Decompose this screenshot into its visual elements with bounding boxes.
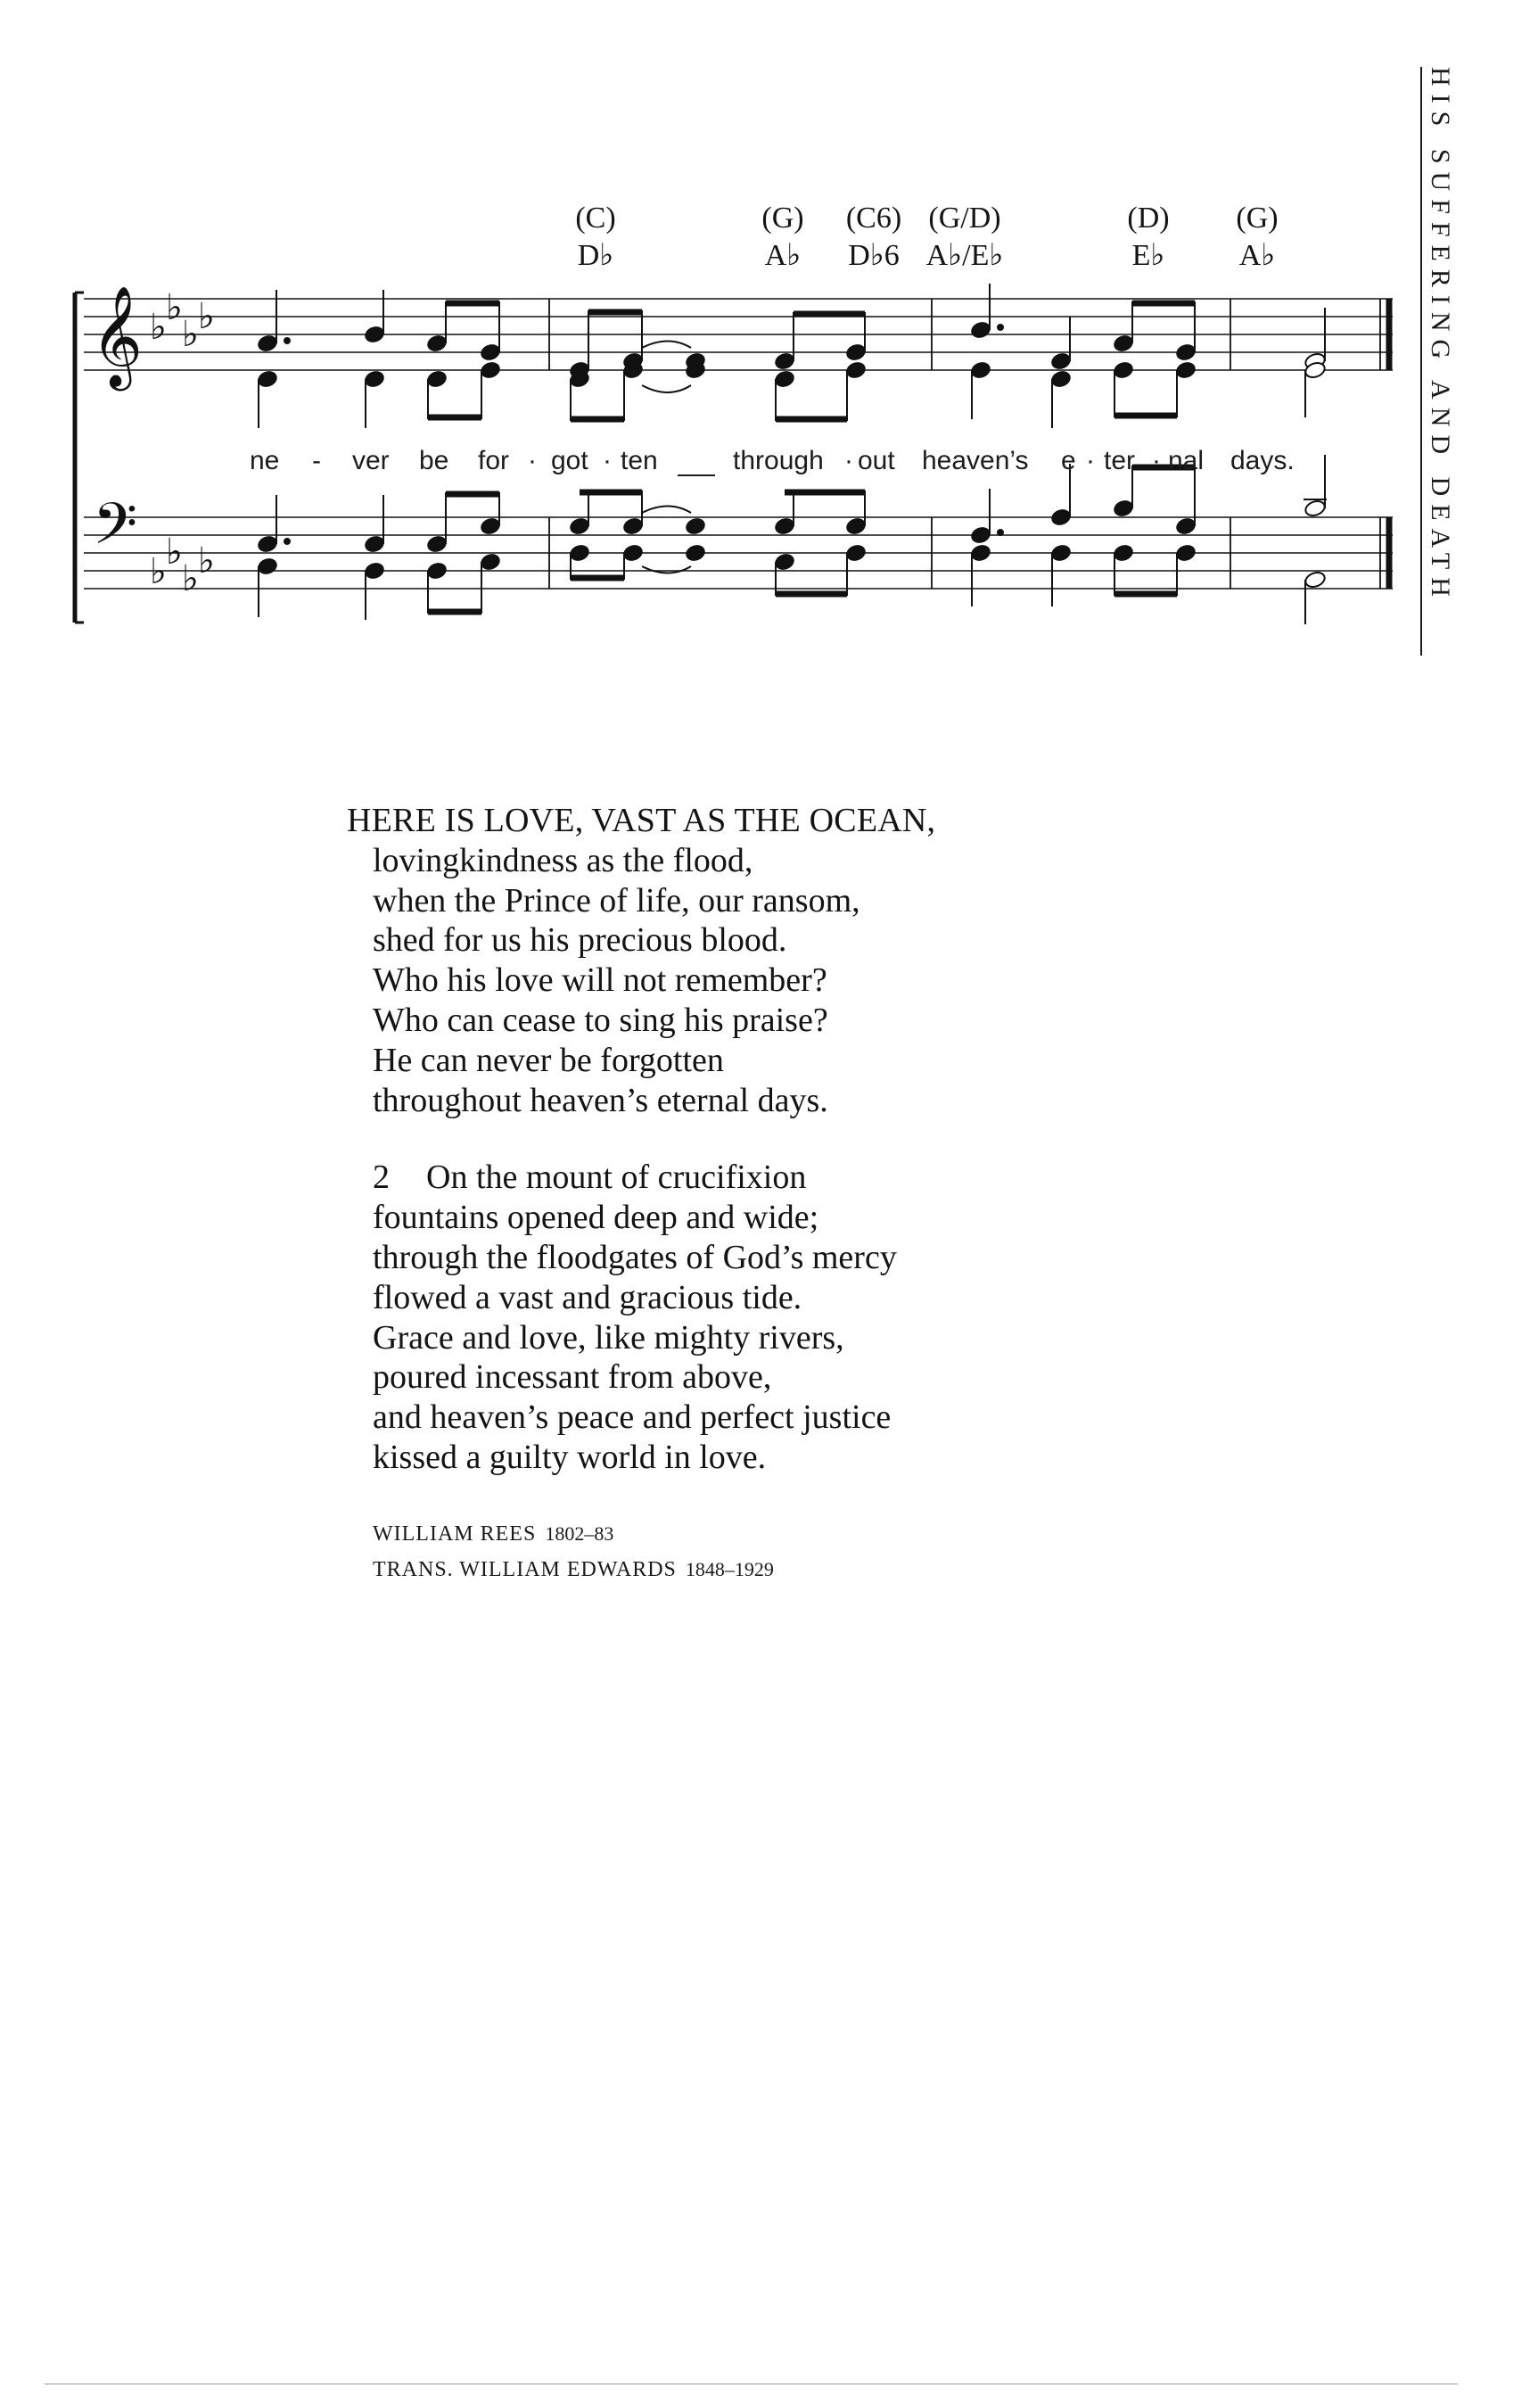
lyric-syllable: ne — [250, 446, 280, 475]
lyric-syllable: days. — [1230, 446, 1295, 475]
stanza-number: 2 — [373, 1159, 390, 1197]
svg-text:♭: ♭ — [198, 540, 215, 581]
stanza-line: poured incessant from above, — [373, 1358, 772, 1397]
translator-name: TRANS. WILLIAM EDWARDS — [373, 1558, 677, 1581]
lyric-syllable: got — [551, 446, 588, 475]
chord-4 — [911, 203, 1018, 271]
stanza-line: lovingkindness as the flood, — [373, 841, 753, 879]
author-years: 1802–83 — [545, 1522, 614, 1545]
hymn-text — [347, 801, 1086, 1478]
lyric-syllable: through — [733, 446, 824, 475]
lyric-hyphen: · — [1152, 446, 1161, 475]
capo-chord: (C) — [575, 202, 616, 235]
lyric-syllable: ten — [621, 446, 658, 475]
lyric-syllable: ver — [352, 446, 390, 475]
stanza-line: fountains opened deep and wide; — [373, 1199, 819, 1237]
music-system — [62, 187, 1418, 669]
treble-staff — [84, 299, 1393, 370]
treble-key-signature — [150, 287, 215, 355]
treble-clef: 𝄞 — [91, 285, 143, 387]
running-head — [1418, 67, 1462, 656]
stanza-line: flowed a vast and gracious tide. — [373, 1278, 802, 1316]
svg-text:♭: ♭ — [166, 287, 183, 328]
capo-chord: (G/D) — [928, 202, 1001, 235]
lyric-syllable: e — [1061, 446, 1076, 475]
lyric-syllable: be — [419, 446, 449, 475]
svg-text:♭: ♭ — [182, 314, 199, 355]
bass-notes — [257, 455, 1327, 624]
svg-text:♭: ♭ — [182, 558, 199, 599]
lyric-syllable: out — [858, 446, 895, 475]
page-edge — [45, 2383, 1458, 2385]
stanza-line: shed for us his precious blood. — [373, 921, 787, 960]
running-head-rule — [1420, 67, 1422, 656]
lyric-syllable: heaven’s — [922, 446, 1029, 475]
chord-6 — [1204, 203, 1311, 271]
capo-chord: (G) — [1236, 202, 1279, 235]
running-head-text: HIS SUFFERING AND DEATH — [1426, 67, 1455, 605]
stanza-line: and heaven’s peace and perfect justice — [373, 1398, 892, 1437]
chord-symbol: A♭ — [764, 239, 802, 272]
lyric-extender — [678, 474, 715, 476]
lyric-hyphen: - — [312, 446, 321, 475]
chord-symbol: D♭6 — [848, 239, 900, 272]
lyric-syllable: ter — [1104, 446, 1136, 475]
credits — [373, 1516, 774, 1587]
svg-text:♭: ♭ — [150, 307, 167, 348]
stanza-line: kissed a guilty world in love. — [373, 1438, 767, 1476]
translator-credit — [373, 1552, 774, 1587]
treble-notes — [257, 284, 1327, 428]
svg-text:♭: ♭ — [166, 532, 183, 573]
stanza-line: throughout heaven’s eternal days. — [373, 1081, 828, 1119]
bass-clef: 𝄢 — [93, 491, 138, 572]
translator-years: 1848–1929 — [685, 1558, 774, 1580]
bass-staff — [84, 517, 1393, 589]
capo-chord: (G) — [761, 202, 804, 235]
chord-5 — [1095, 203, 1202, 271]
lyric-hyphen: · — [1086, 446, 1095, 475]
chord-symbol: E♭ — [1131, 239, 1165, 272]
lyric-hyphen: · — [844, 446, 853, 475]
lyric-hyphen: · — [603, 446, 612, 475]
svg-text:♭: ♭ — [198, 296, 215, 337]
svg-text:♭: ♭ — [150, 551, 167, 592]
stanza-line: Who can cease to sing his praise? — [373, 1001, 828, 1039]
author-name: WILLIAM REES — [373, 1522, 537, 1546]
stanza-first-line: HERE IS LOVE, VAST AS THE OCEAN, — [347, 802, 936, 839]
stanza-1 — [347, 801, 1086, 1120]
lyric-syllable: nal — [1168, 446, 1205, 475]
lyric-hyphen: · — [528, 446, 537, 475]
stanza-2 — [373, 1158, 1086, 1477]
stanza-line: when the Prince of life, our ransom, — [373, 881, 860, 919]
lyric-syllable: for — [478, 446, 510, 475]
stanza-line: through the floodgates of God’s mercy — [373, 1238, 897, 1276]
stanza-line-text: On the mount of crucifixion — [426, 1159, 807, 1197]
chord-symbol: A♭ — [1238, 239, 1276, 272]
stanza-line — [373, 1158, 1086, 1198]
capo-chord: (C6) — [845, 202, 902, 235]
chord-1 — [542, 203, 649, 271]
chord-symbol: A♭/E♭ — [925, 239, 1004, 272]
capo-chord: (D) — [1127, 202, 1170, 235]
stanza-line: Who his love will not remember? — [373, 961, 827, 1000]
chord-symbol: D♭ — [577, 239, 614, 272]
stanza-line: He can never be forgotten — [373, 1041, 724, 1079]
stanza-line: Grace and love, like mighty rivers, — [373, 1318, 844, 1357]
author-credit — [373, 1516, 774, 1552]
